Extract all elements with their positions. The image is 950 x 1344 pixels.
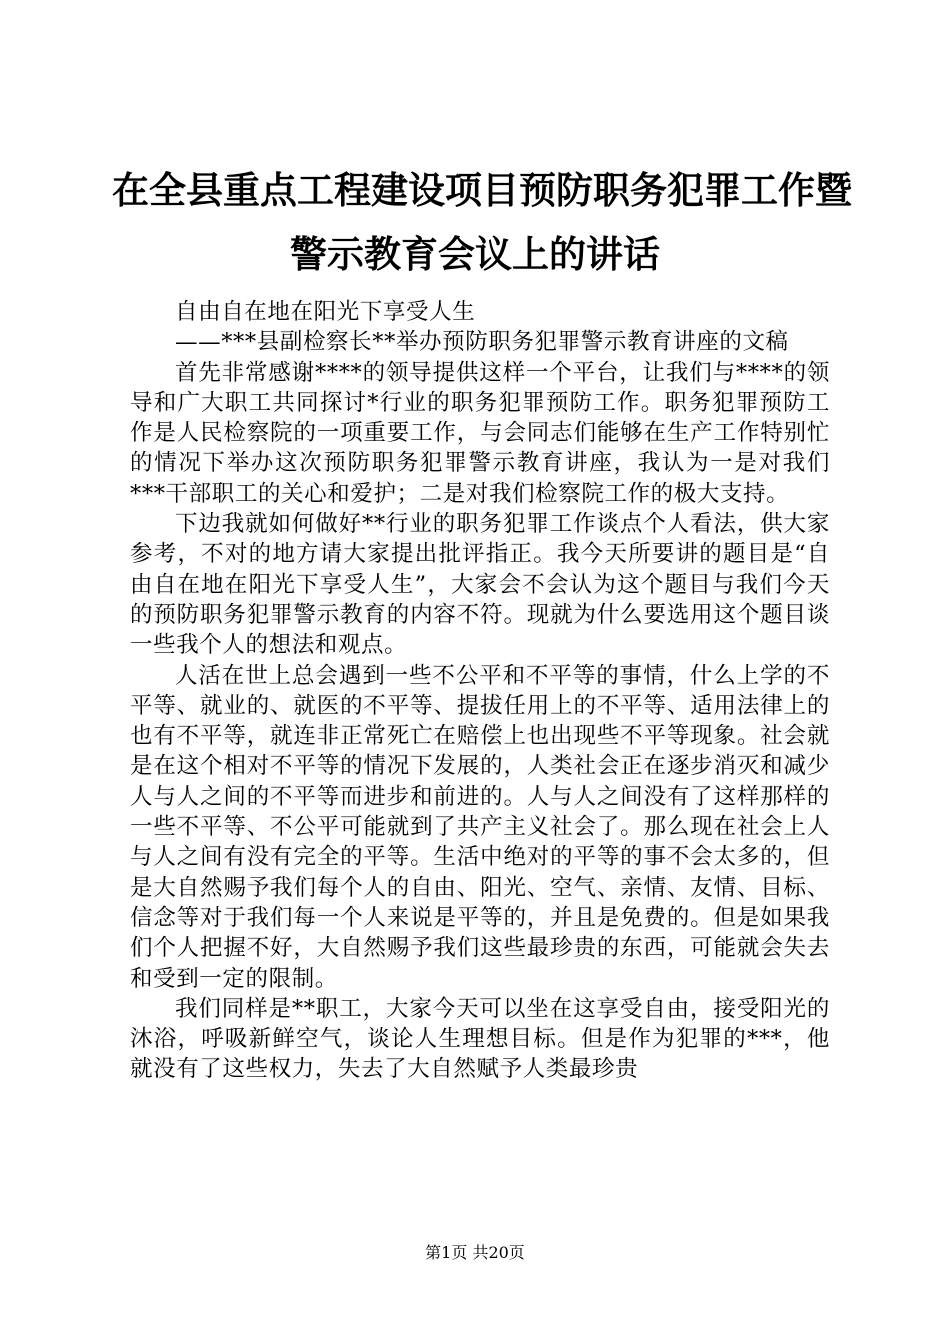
paragraph: 下边我就如何做好**行业的职务犯罪工作谈点个人看法，供大家参考，不对的地方请大家提出批评指正。我今天所要讲的题目是“自由自在地在阳光下享受人生”，大家会不会认为这个题目与我们今天的预防职务犯罪警示教育的内容不符。现就为什么要选用这个题目谈一些我个人的想法和观点。 <box>130 511 830 659</box>
document-title <box>112 158 852 286</box>
paragraph: 人活在世上总会遇到一些不公平和不平等的事情，什么上学的不平等、就业的、就医的不平等、提拔任用上的不平等、适用法律上的也有不平等，就连非正常死亡在赔偿上也出现些不平等现象。社会就是在这个相对不平等的情况下发展的，人类社会正在逐步消灭和减少人与人之间的不平等而进步和前进的。人与人之间没有了这样那样的一些不平等、不公平可能就到了共产主义社会了。那么现在社会上人与人之间有没有完全的平等。生活中绝对的平等的事不会太多的，但是大自然赐予我们每个人的自由、阳光、空气、亲情、友情、目标、信念等对于我们每一个人来说是平等的，并且是免费的。但是如果我们个人把握不好，大自然赐予我们这些最珍贵的东西，可能就会失去和受到一定的限制。 <box>130 662 830 992</box>
title-line-2: 警示教育会议上的讲话 <box>290 232 660 276</box>
page-number-footer: 第1页 共20页 <box>425 1243 525 1262</box>
paragraph: 我们同样是**职工，大家今天可以坐在这享受自由，接受阳光的沐浴，呼吸新鲜空气，谈论人生理想目标。但是作为犯罪的***，他就没有了这些权力，失去了大自然赋予人类最珍贵 <box>130 995 830 1083</box>
document-body <box>130 297 830 1085</box>
speech-subtitle: 自由自在地在阳光下享受人生 <box>175 299 476 325</box>
speech-byline: ——***县副检察长**举办预防职务犯罪警示教育讲座的文稿 <box>175 329 789 356</box>
title-line-1: 在全县重点工程建设项目预防职务犯罪工作暨 <box>112 168 852 212</box>
paragraph: 首先非常感谢****的领导提供这样一个平台，让我们与****的领导和广大职工共同探讨*行业的职务犯罪预防工作。职务犯罪预防工作是人民检察院的一项重要工作，与会同志们能够在生产工作特别忙的情况下举办这次预防职务犯罪警示教育讲座，我认为一是对我们***干部职工的关心和爱护；二是对我们检察院工作的极大支持。 <box>130 359 830 507</box>
